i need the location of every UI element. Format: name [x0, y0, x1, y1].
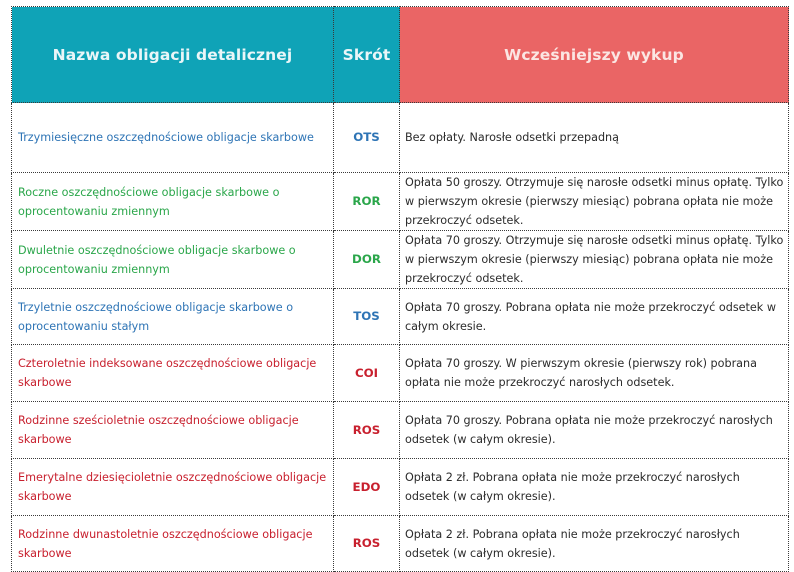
bond-abbreviation: TOS: [334, 289, 400, 345]
header-row: [12, 7, 789, 103]
bond-abbreviation: EDO: [334, 459, 400, 516]
early-redemption-terms: Opłata 70 groszy. Otrzymuje się narosłe odsetki minus opłatę. Tylko w pierwszym okresie (pierwszy miesiąc) pobrana opłata nie może przekroczyć odsetek.: [400, 231, 789, 289]
table-row: [12, 173, 789, 231]
bond-name: Rodzinne sześcioletnie oszczędnościowe obligacje skarbowe: [12, 402, 334, 459]
early-redemption-terms: Opłata 70 groszy. Pobrana opłata nie może przekroczyć odsetek w całym okresie.: [400, 289, 789, 345]
bond-name: Roczne oszczędnościowe obligacje skarbowe o oprocentowaniu zmiennym: [12, 173, 334, 231]
bond-name: Dwuletnie oszczędnościowe obligacje skarbowe o oprocentowaniu zmiennym: [12, 231, 334, 289]
header-bond-name: Nazwa obligacji detalicznej: [12, 7, 334, 103]
early-redemption-terms: Opłata 70 groszy. W pierwszym okresie (pierwszy rok) pobrana opłata nie może przekroczyć narosłych odsetek.: [400, 345, 789, 402]
bond-abbreviation: ROR: [334, 173, 400, 231]
table-row: [12, 231, 789, 289]
table-row: [12, 402, 789, 459]
table-row: [12, 459, 789, 516]
early-redemption-terms: Opłata 70 groszy. Pobrana opłata nie może przekroczyć narosłych odsetek (w całym okresie).: [400, 402, 789, 459]
bond-abbreviation: ROS: [334, 402, 400, 459]
table-row: [12, 289, 789, 345]
table-row: [12, 345, 789, 402]
early-redemption-terms: Bez opłaty. Narosłe odsetki przepadną: [400, 103, 789, 173]
bond-abbreviation: COI: [334, 345, 400, 402]
bond-abbreviation: DOR: [334, 231, 400, 289]
bond-name: Trzyletnie oszczędnościowe obligacje skarbowe o oprocentowaniu stałym: [12, 289, 334, 345]
bond-abbreviation: OTS: [334, 103, 400, 173]
bond-name: Trzymiesięczne oszczędnościowe obligacje skarbowe: [12, 103, 334, 173]
table-row: [12, 516, 789, 572]
bond-name: Emerytalne dziesięcioletnie oszczędnościowe obligacje skarbowe: [12, 459, 334, 516]
early-redemption-terms: Opłata 2 zł. Pobrana opłata nie może przekroczyć narosłych odsetek (w całym okresie).: [400, 516, 789, 572]
bond-name: Rodzinne dwunastoletnie oszczędnościowe obligacje skarbowe: [12, 516, 334, 572]
early-redemption-terms: Opłata 2 zł. Pobrana opłata nie może przekroczyć narosłych odsetek (w całym okresie).: [400, 459, 789, 516]
bond-abbreviation: ROS: [334, 516, 400, 572]
table-row: [12, 103, 789, 173]
bonds-table: [11, 6, 789, 572]
header-abbreviation: Skrót: [334, 7, 400, 103]
early-redemption-terms: Opłata 50 groszy. Otrzymuje się narosłe odsetki minus opłatę. Tylko w pierwszym okresie (pierwszy miesiąc) pobrana opłata nie może przekroczyć odsetek.: [400, 173, 789, 231]
bond-name: Czteroletnie indeksowane oszczędnościowe obligacje skarbowe: [12, 345, 334, 402]
header-early-redemption: Wcześniejszy wykup: [400, 7, 789, 103]
